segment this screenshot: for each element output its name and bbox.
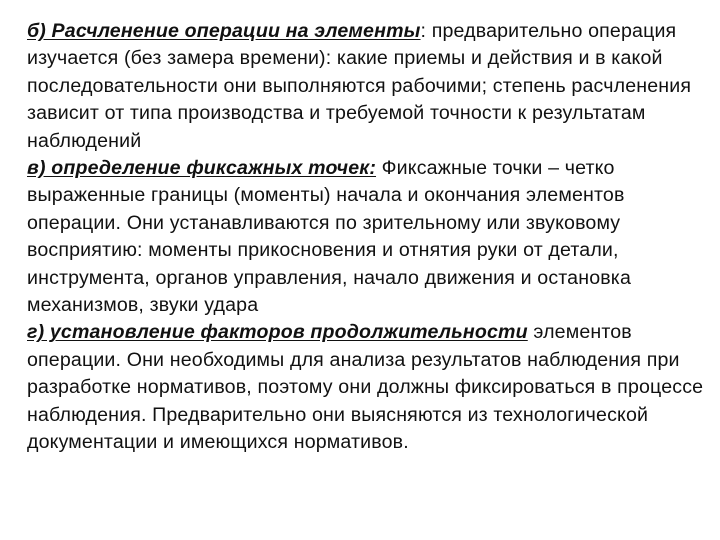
heading-v: в) определение фиксажных точек: xyxy=(27,157,377,180)
paragraph-g-duration-factors xyxy=(27,319,707,456)
paragraph-b-decomposition xyxy=(27,18,707,155)
text-body xyxy=(27,18,707,457)
body-g: элементов операции. Они необходимы для анализа результатов наблюдения при разработке нормативов, поэтому они должны фиксироваться в процессе наблюдения. Предварительно они выясняются из технологической документации и имеющихся нормативов. xyxy=(27,321,704,454)
separator-b: : xyxy=(420,20,432,42)
paragraph-v-fixation-points xyxy=(27,155,707,319)
heading-b: б) Расчленение операции на элементы xyxy=(27,20,421,42)
body-b: предварительно операция изучается (без замера времени): какие приемы и действия и в какой последовательности они выполняются рабочими; степень расчленения зависит от типа производства и требуемой точности к результатам наблюдений xyxy=(27,20,692,152)
body-v: Фиксажные точки – четко выраженные границы (моменты) начала и окончания элементов операции. Они устанавливаются по зрительному или звуковому восприятию: моменты прикосновения и отнятия руки от детали, инструмента, органов управления, начало движения и остановка механизмов, звуки удара xyxy=(27,157,632,317)
heading-g: г) установление факторов продолжительности xyxy=(27,321,528,344)
